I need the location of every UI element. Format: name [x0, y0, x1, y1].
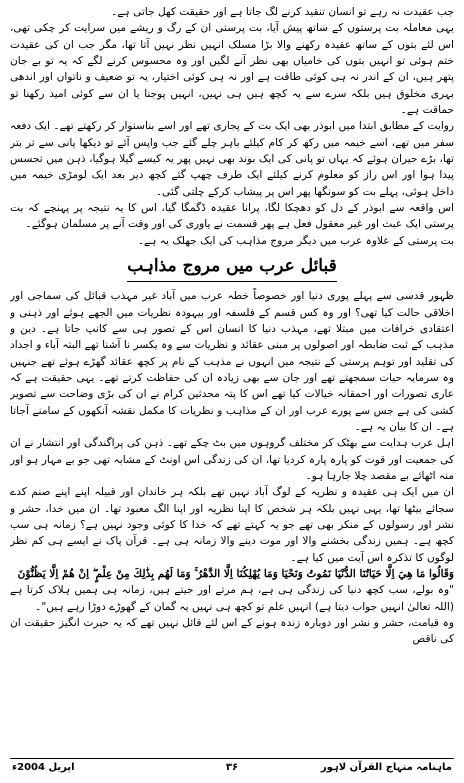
footer-issue-date: اپریل 2004ء [12, 762, 75, 773]
closing-paragraph: وہ قیامت، حشر و نشر اور دوبارہ زندہ ہونے کے اس لئے قائل نہیں تھے کہ یہ حیرت انگیز حقیقت ان کی ناقص [10, 617, 454, 646]
paragraph-6: ظہور قدسی سے پہلے پوری دنیا اور خصوصاً خطہ عرب میں آباد غیر مہذب قبائل کی سماجی اور اخلاقی حالت کیا تھی؟ اور وہ کس قسم کے فلسفہ اور بیہودہ نظریات میں الجھے ہوئے اور ذہنی و اعتقادی خرافات میں مبتلا تھے، مہذب دنیا کا انسان اس کے تصور ہی سے کانپ جاتا ہے۔ دین و مذہب کے ثبت ضابطہ اور اصولوں پر مبنی عقائد و نظریات سے وہ یکسر نا آشنا تھے البتہ آباء و اجداد کی تقلید اور توہم پرستی کے نتیجہ میں انہوں نے مذہب کے نام پر کچھ عقائد گھڑے ہوئے تھے جنہیں وہ سرمایہ حیات سمجھتے تھے اور جان سے بھی زیادہ ان کی حفاظت کرتے تھے۔ یہی حقیقت ہے کہ عاری تصورات اور احمقانہ خیالات کیا تھے اس کا پتہ محدثین کرام نے ان کی بڑی وضاحت سے تصویر کشی کی ہے جس سے پورے عرب اور ان کے مذاہب و نظریات کا مکمل نقشہ آنکھوں کے سامنے آجاتا ہے۔ ان کا بیان یہ ہے۔ [10, 290, 454, 433]
paragraph-3: روایت کے مطابق ابتدا میں ابوذر بھی ایک بت کے پجاری تھے اور اسے بناسنوار کر رکھتے تھے۔ ایک دفعہ سفر میں تھے، اسے خیمہ میں رکھ کر کام کیلئے باہر چلے گئے جب واپس آئے تو دیکھا پانی سے تر بتر تھا، بڑے حیران ہوئے کہ یہاں تو پانی کی ایک بوند بھی نہیں پھر یہ کیسے گیلا ہوگیا، ذہن میں تجسس پیدا ہوا اور اس راز کو معلوم کرنے کیلئے ایک طرف چھپ گئے کچھ دیر بعد ایک لومڑی خیمہ میں داخل ہوئی، پہلے بت کو سونگھا پھر اس پر پیشاب کرکے چلتی گئی۔ [10, 120, 454, 198]
paragraph-8: ان میں ایک ہی عقیدہ و نظریہ کے لوگ آباد نہیں تھے بلکہ ہر خاندان اور قبیلہ اپنے اپنے صنم کدے سجائے بیٹھا تھا، یہی نہیں بلکہ ہر شخص کا اپنا نظریہ اور اپنا الگ معبود تھا۔ ان میں خدا، حشر و نشر اور رسولوں کے منکر بھی تھے جو یہ کہتے تھے کہ خدا کا کوئی وجود نہیں ہے؟ زمانہ ہی سب کچھ ہے۔ ہمیں زندگی بخشنے والا اور موت دینے والا زمانہ ہی ہے۔ قرآن پاک نے ایسے ہی کم نظر لوگوں کا تذکرہ اس آیت میں کیا ہے۔ [10, 486, 454, 564]
paragraph-7: اہل عرب ہدایت سے بھٹک کر مختلف گروہوں میں بٹ چکے تھے۔ ذہن کی پراگندگی اور انتشار نے ان کی جمعیت اور قوت کو پارہ پارہ کردیا تھا، ان کی زندگی اس اونٹ کے مشابہ تھی جو بے مہار ہو اور منہ اٹھائے بے مقصد چلا جارہا ہو۔ [10, 437, 454, 482]
page-footer [10, 758, 454, 779]
heading-underline [127, 281, 337, 282]
section-heading: قبائل عرب میں مروج مذاہب [127, 256, 337, 277]
paragraph-2: یہی معاملہ بت پرستوں کے ساتھ پیش آیا، بت پرستی ان کے رگ و ریشے میں سرایت کر چکی تھی، اس لئے بتوں کے ساتھ عقیدہ رکھنے والا بڑا مسلک انہیں نظر نہیں آتا تھا، مگر جب ان کی عقیدت ختم ہوئی تو انہیں بتوں کی خامیاں بھی نظر آنے لگیں اور وہ محسوس کرنے لگے کہ یہ تو بے جان پتھر ہیں، ان کے اندر نہ ہی کوئی طاقت ہے اور نہ ہی کوئی اختیار، یہ تو ضعیف و ناتواں اور اندھی بہری مخلوق ہیں بلکہ سرے سے یہ کچھ ہیں ہی نہیں، انہیں پوجنا یا ان سے کوئی امید رکھنا تو حماقت ہے۔ [10, 22, 454, 117]
article-page [10, 4, 454, 754]
quran-verse: وَقَالُوا مَا هِيَ اِلَّا حَيَاتُنَا الدُّنْيَا نَمُوتُ وَنَحْيَا وَمَا يُهْلِكُنَا اِلَّا الدَّهْرُ ۚ وَمَا لَهُم بِذَٰلِكَ مِنْ عِلْمٍ ۖ اِنْ هُمْ اِلَّا يَظُنُّوْنَ [17, 568, 454, 580]
paragraph-1: جب عقیدت نہ رہے تو انسان تنقید کرنے لگ جاتا ہے اور حقیقت کھل جاتی ہے۔ [111, 6, 454, 18]
footer-magazine-name: ماہنامہ منہاج القرآن لاہور [320, 762, 452, 773]
footer-page-number: ۳۶ [225, 762, 239, 773]
verse-translation: "وہ بولے، سب کچھ دنیا کی زندگی ہی ہے، ہم مرتے اور جیتے ہیں، زمانہ ہی ہمیں ہلاک کرتا ہے (اللہ تعالیٰ انہیں جواب دیتا ہے) انہیں علم تو کچھ ہی نہیں یہ گمان کے گھوڑے دوڑا رہے ہیں"۔ [10, 584, 454, 613]
paragraph-5: بت پرستی کے علاوہ عرب میں دیگر مروج مذاہب کی ایک جھلک یہ ہے۔ [137, 234, 454, 247]
paragraph-4: اس واقعہ سے ابوذر کے دل کو دھچکا لگا، پرانا عقیدہ ڈگمگا گیا، اس کا یہ نتیجہ پر پہنچے کہ بت پرستی ایک عبث اور غیر معقول فعل ہے پھر قسمت نے یاوری کی اور وقت آنے پر مسلمان ہوگئے۔ [10, 202, 454, 231]
